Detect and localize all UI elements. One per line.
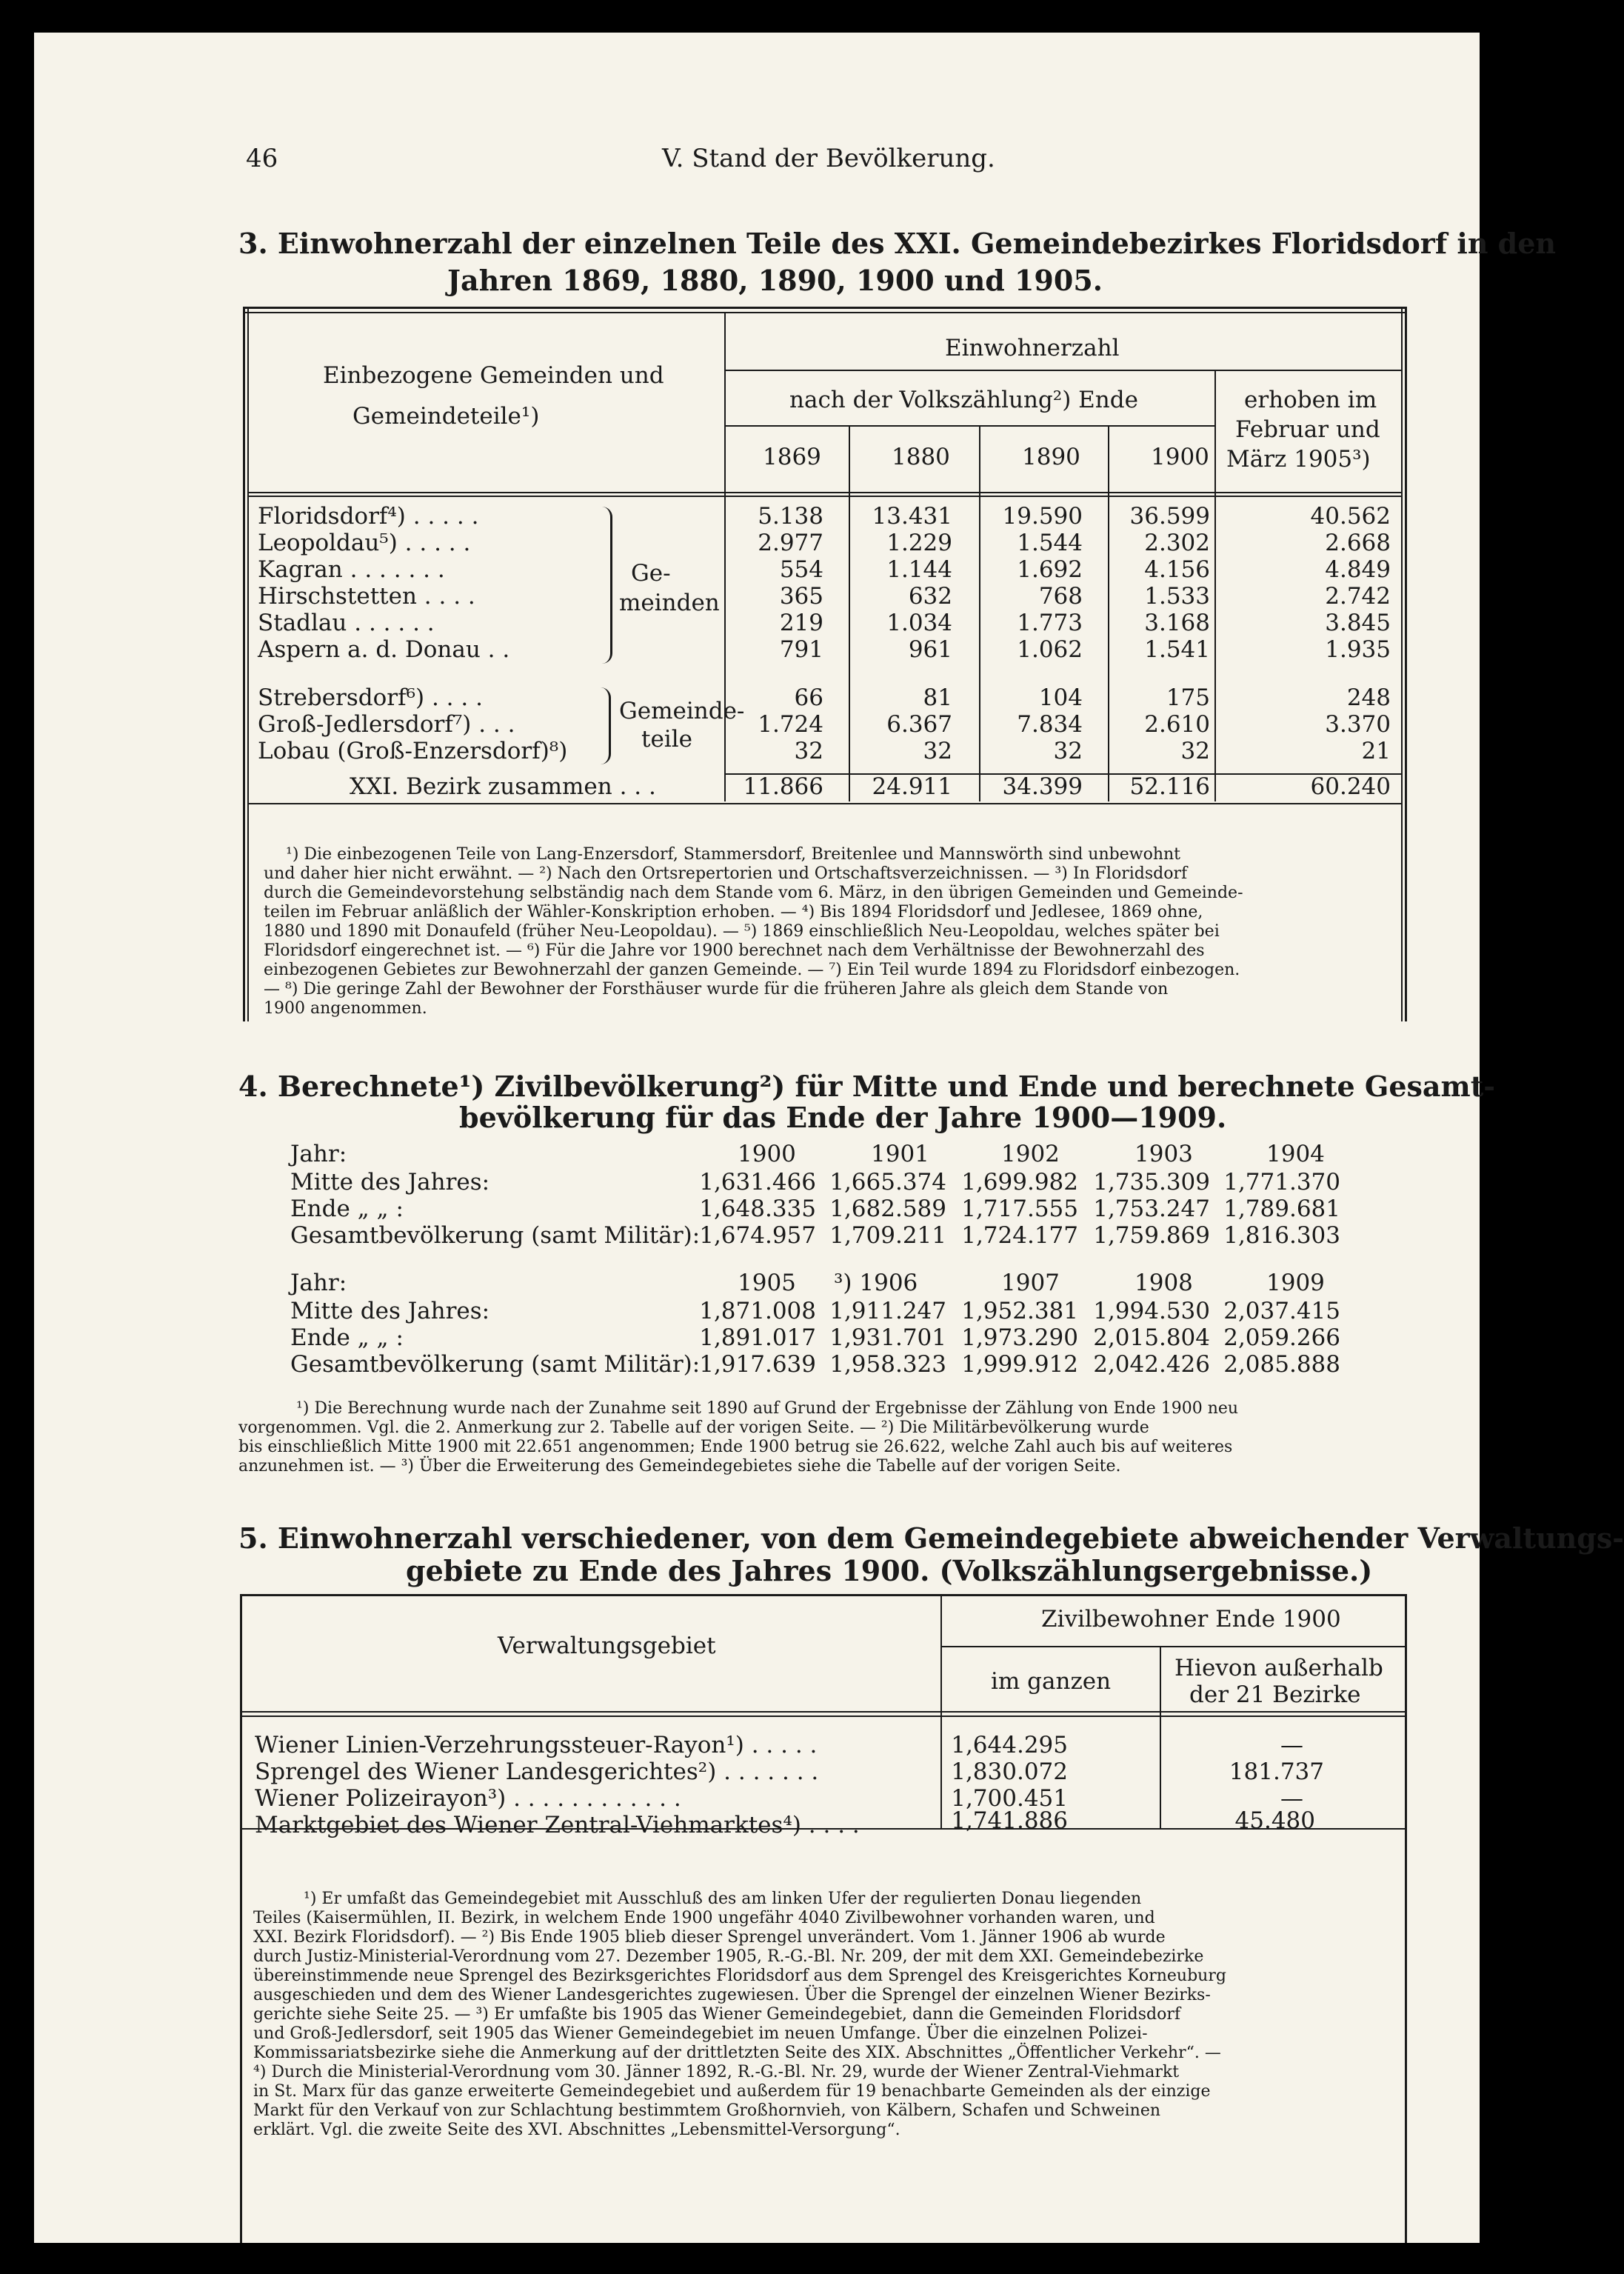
year-1890: 1890: [1022, 444, 1080, 470]
row-name: Groß-Jedlersdorf⁷) . . .: [258, 711, 515, 738]
head-zivilbewohner: Zivilbewohner Ende 1900: [1041, 1606, 1341, 1633]
section5-title-line1: 5. Einwohnerzahl verschiedener, von dem Gemeindegebiete abweichender Verwaltungs-: [238, 1521, 1624, 1555]
section5-footnote: durch Justiz-Ministerial-Verordnung vom 27. Dezember 1905, R.-G.-Bl. Nr. 209, der mit dem XXI. Gemeindebezirke: [253, 1947, 1204, 1966]
row-name: Wiener Linien-Verzehrungssteuer-Rayon¹) . . . . .: [255, 1732, 818, 1758]
row-name: Aspern a. d. Donau . .: [258, 636, 510, 663]
row-name: Strebersdorf⁶) . . . .: [258, 684, 483, 711]
section5-footnote: gerichte siehe Seite 25. — ³) Er umfaßte bis 1905 das Wiener Gemeindegebiet, dann die Gemeinden Floridsdorf: [253, 2005, 1181, 2024]
running-title: V. Stand der Bevölkerung.: [662, 144, 995, 173]
section5-footnote: Markt für den Verkauf von zur Schlachtung bestimmtem Großhornvieh, von Kälbern, Schafen und Schweinen: [253, 2101, 1161, 2120]
section5-footnote: erklärt. Vgl. die zweite Seite des XVI. Abschnittes „Lebensmittel-Versorgung“.: [253, 2121, 900, 2139]
section5-footnote: Teiles (Kaisermühlen, II. Bezirk, in welchem Ende 1900 ungefähr 4040 Zivilbewohner vorhanden waren, und: [253, 1909, 1155, 1927]
row-name: Lobau (Groß-Enzersdorf)⁸): [258, 738, 568, 764]
section3-title-line2: Jahren 1869, 1880, 1890, 1900 und 1905.: [447, 264, 1103, 297]
section5-title-line2: gebiete zu Ende des Jahres 1900. (Volkszählungsergebnisse.): [406, 1554, 1373, 1587]
group2-label-1: Gemeinde-: [619, 698, 745, 724]
head-ausserhalb-1: Hievon außerhalb: [1174, 1655, 1383, 1681]
section5-footnote: in St. Marx für das ganze erweiterte Gemeindegebiet und außerdem für 19 benachbarte Gemeinden als der einzige: [253, 2082, 1211, 2101]
section4-title-line1: 4. Berechnete¹) Zivilbevölkerung²) für Mitte und Ende und berechnete Gesamt-: [238, 1070, 1496, 1103]
section4-footnote: anzunehmen ist. — ³) Über die Erweiterung des Gemeindegebietes siehe die Tabelle auf der vorigen Seite.: [238, 1457, 1121, 1476]
section3-footnote: Floridsdorf eingerechnet ist. — ⁶) Für die Jahre vor 1900 berechnet nach dem Verhältnisse der Bewohnerzahl des: [264, 941, 1205, 960]
row-name: Sprengel des Wiener Landesgerichtes²) . . . . . . .: [255, 1758, 819, 1785]
section4-footnote: vorgenommen. Vgl. die 2. Anmerkung zur 2. Tabelle auf der vorigen Seite. — ²) Die Militärbevölkerung wurde: [238, 1418, 1149, 1437]
section3-footnote: und daher hier nicht erwähnt. — ²) Nach den Ortsrepertorien und Ortschaftsverzeichnissen. — ³) In Floridsdorf: [264, 864, 1188, 883]
year-1869: 1869: [763, 444, 821, 470]
head-volkszaehlung: nach der Volkszählung²) Ende: [789, 387, 1138, 413]
section3-footnote: durch die Gemeindevorstehung selbständig nach dem Stande vom 6. März, in den übrigen Gemeinden und Gemeinde-: [264, 884, 1243, 902]
row-name: Leopoldau⁵) . . . . .: [258, 530, 471, 556]
head-ausserhalb-2: der 21 Bezirke: [1189, 1681, 1361, 1708]
group1-label-1: Ge-: [631, 560, 671, 587]
page-number: 46: [246, 144, 278, 173]
row-name: Hirschstetten . . . .: [258, 583, 475, 610]
section5-footnote: XXI. Bezirk Floridsdorf). — ²) Bis Ende 1905 blieb dieser Sprengel unverändert. Vom 1. Jänner 1906 ab wurde: [253, 1928, 1166, 1947]
book-page: 46 V. Stand der Bevölkerung. 3. Einwohnerzahl der einzelnen Teile des XXI. Gemeindebezirkes Floridsdorf in den Jahren 1869, 1880, 1890, 1900 und 1905. Einbezogene Gemeinden und Gemeindeteile¹) Einwohnerzahl nach der Volkszählung²) Ende erhoben im Februar und März 1905³) 1869 1880 1890 1900 Floridsdorf⁴) . . . . . 5.138 13.431 19.590 36.599 40.562 Leopoldau⁵) . . . . . 2.977 1.229 1.544 2.302 2.668 Kagran . . . . . . . 554 1.144 1.692 4.156 4.849 Hirschstetten . . . . 365 632 768 1.533 2.742 Stadlau . . . . . . 219 1.034 1.773 3.168 3.845 Aspern a. d. Donau . . 791 961 1.062 1.541 1.935 Ge- meinden Strebersdorf⁶) . . . . 66 81 104 175 248 Groß-Jedlersdorf⁷) . . . 1.724 6.367 7.834 2.610 3.370 Lobau (Groß-Enzersdorf)⁸) 32 32 32 32 21 Gemeinde- teile XXI. Bezirk zusammen . . . 11.866 24.911 34.399 52.116 60.240 ¹) Die einbezogenen Teile von Lang-Enzersdorf, Stammersdorf, Breitenlee und Mannswörth sind unbewohnt und daher hier nicht erwähnt. — ²) Nach den Ortsrepertorien und Ortschaftsverzeichnissen. — ³) In Floridsdorf durch die Gemeindevorstehung selbständig nach dem Stande vom 6. März, in den übrigen Gemeinden und Gemeinde- teilen im Februar anläßlich der Wähler-Konskription erhoben. — ⁴) Bis 1894 Floridsdorf und Jedlesee, 1869 ohne, 1880 und 1890 mit Donaufeld (früher Neu-Leopoldau). — ⁵) 1869 einschließlich Neu-Leopoldau, welches später bei Floridsdorf eingerechnet ist. — ⁶) Für die Jahre vor 1900 berechnet nach dem Verhältnisse der Bewohnerzahl des einbezogenen Gebietes zur Bewohnerzahl der ganzen Gemeinde. — ⁷) Ein Teil wurde 1894 zu Floridsdorf einbezogen. — ⁸) Die geringe Zahl der Bewohner der Forsthäuser wurde für die früheren Jahre als gleich dem Stande von 1900 angenommen. 4. Berechnete¹) Zivilbevölkerung²) für Mitte und Ende und berechnete Gesamt- bevölkerung für das Ende der Jahre 1900—1909. Jahr: Mitte des Jahres: Ende „ „ : Gesamtbevölkerung (samt Militär): 1900 1901 1902 1903 1904 1,631.466 1,665.374 1,699.982 1,735.309 1,771.370 1,648.335 1,682.589 1,717.555 1,753.247 1,789.681 1,674.957 1,709.211 1,724.177 1,759.869 1,816.303 Jahr: Mitte des Jahres: Ende „ „ : Gesamtbevölkerung (samt Militär): 1905 ³) 1906 1907 1908 1909 1,871.008 1,911.247 1,952.381 1,994.530 2,037.415 1,891.017 1,931.701 1,973.290 2,015.804 2,059.266 1,917.639 1,958.323 1,999.912 2,042.426 2,085.888 ¹) Die Berechnung wurde nach der Zunahme seit 1890 auf Grund der Ergebnisse der Zählung von Ende 1900 neu vorgenommen. Vgl. die 2. Anmerkung zur 2. Tabelle auf der vorigen Seite. — ²) Die Militärbevölkerung wurde bis einschließlich Mitte 1900 mit 22.651 angenommen; Ende 1900 betrug sie 26.622, welche Zahl auch bis auf weiteres anzunehmen ist. — ³) Über die Erweiterung des Gemeindegebietes siehe die Tabelle auf der vorigen Seite. 5. Einwohnerzahl verschiedener, von dem Gemeindegebiete abweichender Verwaltungs- gebiete zu Ende des Jahres 1900. (Volkszählungsergebnisse.) Verwaltungsgebiet Zivilbewohner Ende 1900 im ganzen Hievon außerhalb der 21 Bezirke Wiener Linien-Verzehrungssteuer-Rayon¹) . . . . . 1,644.295 — Sprengel des Wiener Landesgerichtes²) . . . . . . . 1,830.072 181.737 Wiener Polizeirayon³) . . . . . . . . . . . . 1,700.451 — Marktgebiet des Wiener Zentral-Viehmarktes⁴) . . . . 1,741.886 45.480 ¹) Er umfaßt das Gemeindegebiet mit Ausschluß des am linken Ufer der regulierten Donau liegenden Teiles (Kaisermühlen, II. Bezirk, in welchem Ende 1900 ungefähr 4040 Zivilbewohner vorhanden waren, und XXI. Bezirk Floridsdorf). — ²) Bis Ende 1905 blieb dieser Sprengel unverändert. Vom 1. Jänner 1906 ab wurde durch Justiz-Ministerial-Verordnung vom 27. Dezember 1905, R.-G.-Bl. Nr. 209, der mit dem XXI. Gemeindebezirke übereinstimmende neue Sprengel des Bezirksgerichtes Floridsdorf aus dem Sprengel des Kreisgerichtes Korneuburg ausgeschieden und dem des Wiener Landesgerichtes zugewiesen. Über die Sprengel der einzelnen Wiener Bezirks- gerichte siehe Seite 25. — ³) Er umfaßte bis 1905 das Wiener Gemeindegebiet, dann die Gemeinden Floridsdorf und Groß-Jedlersdorf, seit 1905 das Wiener Gemeindegebiet im neuen Umfange. Über die einzelnen Polizei- Kommissariatsbezirke siehe die Anmerkung auf der drittletzten Seite des XIX. Abschnittes „Öffentlicher Verkehr“. — ⁴) Durch die Ministerial-Verordnung vom 30. Jänner 1892, R.-G.-Bl. Nr. 29, wurde der Wiener Zentral-Viehmarkt in St. Marx für das ganze erweiterte Gemeindegebiet und außerdem für 19 benachbarte Gemeinden als der einzige Markt für den Verkauf von zur Schlachtung bestimmtem Großhornvieh, von Kälbern, Schafen und Schweinen erklärt. Vgl. die zweite Seite des XVI. Abschnittes „Lebensmittel-Versorgung“.: [34, 33, 1480, 2243]
section3-footnote: einbezogenen Gebietes zur Bewohnerzahl der ganzen Gemeinde. — ⁷) Ein Teil wurde 1894 zu Floridsdorf einbezogen.: [264, 961, 1240, 979]
col-label-line2: Gemeindeteile¹): [352, 403, 540, 430]
section5-footnote: übereinstimmende neue Sprengel des Bezirksgerichtes Floridsdorf aus dem Sprengel des Kreisgerichtes Korneuburg: [253, 1967, 1226, 1985]
head-erhoben-1: erhoben im: [1244, 387, 1377, 413]
head-einwohnerzahl: Einwohnerzahl: [945, 335, 1120, 361]
section3-footnote: — ⁸) Die geringe Zahl der Bewohner der Forsthäuser wurde für die früheren Jahre als gleich dem Stande von: [264, 980, 1169, 998]
section4-footnote: ¹) Die Berechnung wurde nach der Zunahme seit 1890 auf Grund der Ergebnisse der Zählung von Ende 1900 neu: [296, 1399, 1239, 1418]
section5-footnote: ¹) Er umfaßt das Gemeindegebiet mit Ausschluß des am linken Ufer der regulierten Donau liegenden: [304, 1890, 1142, 1908]
head-erhoben-3: März 1905³): [1226, 446, 1371, 473]
row-name: Kagran . . . . . . .: [258, 556, 445, 583]
group2-label-2: teile: [641, 726, 692, 753]
year-1900: 1900: [1151, 444, 1209, 470]
total-name: XXI. Bezirk zusammen . . .: [350, 773, 656, 800]
section5-footnote: ⁴) Durch die Ministerial-Verordnung vom 30. Jänner 1892, R.-G.-Bl. Nr. 29, wurde der Wiener Zentral-Viehmarkt: [253, 2063, 1180, 2081]
year-1880: 1880: [892, 444, 950, 470]
section3-footnote: 1900 angenommen.: [264, 999, 427, 1018]
section4-title-line2: bevölkerung für das Ende der Jahre 1900—1909.: [459, 1101, 1227, 1134]
row-name: Wiener Polizeirayon³) . . . . . . . . . . . .: [255, 1785, 681, 1812]
head-verwaltungsgebiet: Verwaltungsgebiet: [498, 1633, 716, 1659]
section3-footnote: 1880 und 1890 mit Donaufeld (früher Neu-Leopoldau). — ⁵) 1869 einschließlich Neu-Leopoldau, welches später bei: [264, 922, 1220, 941]
section5-footnote: ausgeschieden und dem des Wiener Landesgerichtes zugewiesen. Über die Sprengel der einzelnen Wiener Bezirks-: [253, 1986, 1211, 2004]
row-name: Stadlau . . . . . .: [258, 610, 435, 636]
section4-footnote: bis einschließlich Mitte 1900 mit 22.651 angenommen; Ende 1900 betrug sie 26.622, welche Zahl auch bis auf weiteres: [238, 1438, 1233, 1456]
row-name: Floridsdorf⁴) . . . . .: [258, 503, 479, 530]
section3-footnote: ¹) Die einbezogenen Teile von Lang-Enzersdorf, Stammersdorf, Breitenlee und Mannswörth sind unbewohnt: [286, 845, 1181, 864]
group1-label-2: meinden: [619, 590, 720, 616]
section5-footnote: Kommissariatsbezirke siehe die Anmerkung auf der drittletzten Seite des XIX. Abschnittes „Öffentlicher Verkehr“. —: [253, 2044, 1221, 2062]
head-erhoben-2: Februar und: [1235, 416, 1380, 443]
section3-footnote: teilen im Februar anläßlich der Wähler-Konskription erhoben. — ⁴) Bis 1894 Floridsdorf und Jedlesee, 1869 ohne,: [264, 903, 1203, 921]
row-name: Marktgebiet des Wiener Zentral-Viehmarktes⁴) . . . .: [255, 1812, 860, 1838]
col-label-line1: Einbezogene Gemeinden und: [323, 362, 664, 389]
section3-title-line1: 3. Einwohnerzahl der einzelnen Teile des XXI. Gemeindebezirkes Floridsdorf in den: [238, 227, 1557, 260]
head-im-ganzen: im ganzen: [991, 1668, 1112, 1695]
section5-footnote: und Groß-Jedlersdorf, seit 1905 das Wiener Gemeindegebiet im neuen Umfange. Über die einzelnen Polizei-: [253, 2024, 1148, 2043]
